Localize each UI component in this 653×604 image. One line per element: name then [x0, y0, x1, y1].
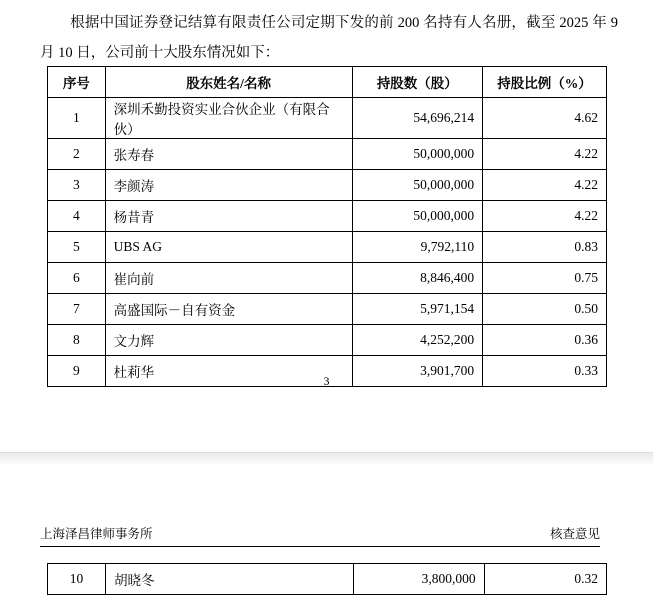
intro-paragraph: [40, 8, 618, 68]
cell-name: 杨昔青: [105, 201, 352, 232]
cell-ratio: 0.36: [483, 325, 607, 356]
table-row: [48, 98, 607, 139]
table-row: [48, 139, 607, 170]
table-row: [48, 325, 607, 356]
table-row: [48, 263, 607, 294]
top-holders-table-continued: [47, 563, 607, 595]
cell-name: 文力辉: [105, 325, 352, 356]
intro-paragraph-text: 根据中国证券登记结算有限责任公司定期下发的前 200 名持有人名册，截至 2025 年 9 月 10 日，公司前十大股东情况如下：: [40, 15, 618, 61]
cell-shares: 5,971,154: [352, 294, 483, 325]
cell-name: UBS AG: [105, 232, 352, 263]
cell-ratio: 4.22: [483, 139, 607, 170]
table-header: [48, 67, 607, 98]
cell-no: 6: [48, 263, 106, 294]
cell-name: 崔向前: [105, 263, 352, 294]
cell-no: 10: [48, 564, 106, 595]
cell-no: 8: [48, 325, 106, 356]
table-row: [48, 232, 607, 263]
cell-name: 高盛国际－自有资金: [105, 294, 352, 325]
table-body: [48, 98, 607, 387]
table-row: [48, 201, 607, 232]
cell-name: 李颜涛: [105, 170, 352, 201]
column-header-name: 股东姓名/名称: [105, 67, 352, 98]
separator-line: [0, 452, 653, 453]
table-row: [48, 294, 607, 325]
firm-name: 上海泽昌律师事务所: [40, 527, 153, 541]
cell-ratio: 0.32: [484, 564, 606, 595]
cell-no: 2: [48, 139, 106, 170]
cell-shares: 8,846,400: [352, 263, 483, 294]
cell-shares: 3,800,000: [354, 564, 484, 595]
column-header-shares: 持股数（股）: [352, 67, 483, 98]
cell-ratio: 0.33: [483, 356, 607, 387]
cell-shares: 4,252,200: [352, 325, 483, 356]
cell-name: 深圳禾勤投资实业合伙企业（有限合伙）: [105, 98, 352, 139]
cell-shares: 3,901,700: [352, 356, 483, 387]
table-body-continued: [48, 564, 607, 595]
cell-no: 3: [48, 170, 106, 201]
cell-shares: 50,000,000: [352, 170, 483, 201]
cell-name: 杜莉华: [105, 356, 352, 387]
cell-no: 4: [48, 201, 106, 232]
cell-shares: 50,000,000: [352, 139, 483, 170]
cell-no: 1: [48, 98, 106, 139]
cell-ratio: 0.75: [483, 263, 607, 294]
cell-shares: 50,000,000: [352, 201, 483, 232]
page-header-footer: [40, 524, 600, 547]
page-separator: [0, 452, 653, 465]
cell-no: 9: [48, 356, 106, 387]
column-header-no: 序号: [48, 67, 106, 98]
cell-ratio: 0.50: [483, 294, 607, 325]
page-number: 3: [323, 374, 330, 388]
cell-no: 7: [48, 294, 106, 325]
cell-ratio: 4.62: [483, 98, 607, 139]
cell-name: 张寿春: [105, 139, 352, 170]
top-holders-table: [47, 66, 607, 387]
cell-name: 胡晓冬: [106, 564, 354, 595]
table-header-row: [48, 67, 607, 98]
table-row: [48, 564, 607, 595]
cell-ratio: 4.22: [483, 170, 607, 201]
cell-ratio: 4.22: [483, 201, 607, 232]
cell-shares: 9,792,110: [352, 232, 483, 263]
cell-shares: 54,696,214: [352, 98, 483, 139]
document-type: 核查意见: [549, 527, 600, 541]
table-row: [48, 170, 607, 201]
cell-ratio: 0.83: [483, 232, 607, 263]
cell-no: 5: [48, 232, 106, 263]
column-header-ratio: 持股比例（%）: [483, 67, 607, 98]
